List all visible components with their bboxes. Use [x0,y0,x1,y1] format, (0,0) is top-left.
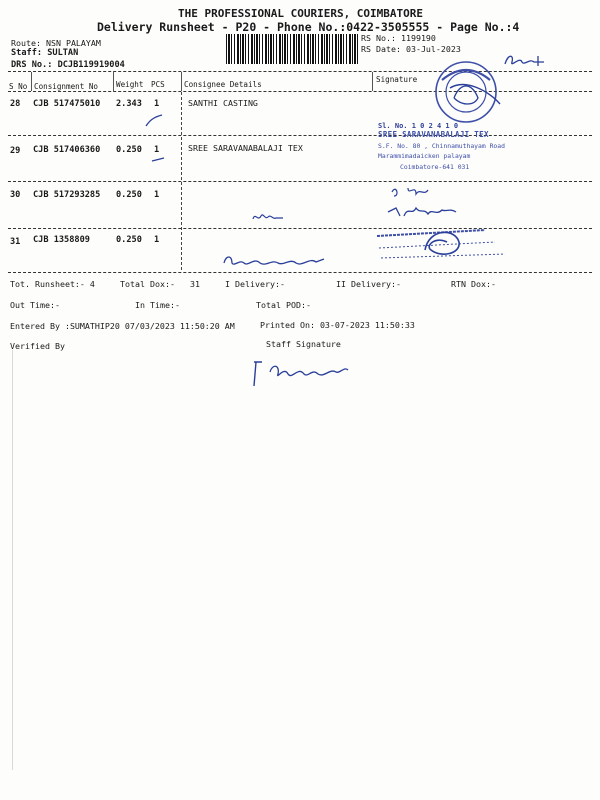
route-label: Route: NSN PALAYAM [11,38,101,48]
out-time: Out Time:- [10,300,60,310]
row-weight: 0.250 [116,235,142,245]
col-header-consignment: Consignment No [34,82,99,91]
pen-tick-mark [144,114,164,128]
staff-handwritten-signature-icon [250,358,360,390]
in-time: In Time:- [135,300,180,310]
row-consignee: SREE SARAVANABALAJI TEX [188,143,303,153]
ii-delivery: II Delivery:- [336,279,401,289]
row-consignment: CJB 517475010 [33,99,101,109]
row-pcs: 1 [154,99,160,109]
stamp-company-name: SREE SARAVANABALAJI TEX [378,130,489,139]
barcode-image [226,34,358,64]
table-bottom-rule [8,272,592,273]
col-header-pcs: PCS [151,80,165,89]
col-sep [31,72,32,91]
col-sep [181,72,182,91]
row-pcs: 1 [154,145,160,155]
i-delivery: I Delivery:- [225,279,285,289]
stamp-address-line: Marammimadaicken palayam [378,152,471,160]
runsheet-title: Delivery Runsheet - P20 - Phone No.:0422-3505555 - Page No.:4 [97,20,520,34]
row-rule [8,135,592,136]
row-pcs: 1 [154,235,160,245]
row-sno: 28 [10,99,21,109]
entered-by: Entered By :SUMATHIP20 07/03/2023 11:50:20 AM [10,321,235,331]
row-weight: 0.250 [116,190,142,200]
rs-date: RS Date: 03-Jul-2023 [361,44,461,54]
rs-number: RS No.: 1199190 [361,33,436,43]
scan-edge-line [12,350,13,770]
printed-on: Printed On: 03-07-2023 11:50:33 [260,320,415,330]
row-sno: 29 [10,146,21,156]
total-dox-label: Total Dox:- [120,279,175,289]
handwritten-signature-icon [251,210,285,224]
row-consignee: SANTHI CASTING [188,98,258,108]
col-header-signature: Signature [376,75,418,84]
total-runsheet: Tot. Runsheet:- 4 [10,279,95,289]
stamp-address-line: Coimbatore-641 031 [400,163,470,171]
drs-number: DRS No.: DCJB119919004 [11,60,125,70]
rtn-dox: RTN Dox:- [451,279,496,289]
total-pod: Total POD:- [256,300,311,310]
company-stamp-with-signature-icon [375,224,525,268]
row-pcs: 1 [154,190,160,200]
handwritten-signature-icon [220,253,330,269]
company-title: THE PROFESSIONAL COURIERS, COIMBATORE [178,7,424,20]
col-sep [372,72,373,91]
pen-tick-mark [150,154,166,164]
col-header-sno: S No [9,82,28,91]
row-consignment: CJB 1358809 [33,235,90,245]
col-header-weight: Weight [116,80,144,89]
row-consignment: CJB 517293285 [33,190,101,200]
col-header-consignee: Consignee Details [184,80,262,89]
total-dox-value: 31 [190,279,200,289]
row-sno: 30 [10,190,21,200]
staff-signature-label: Staff Signature [266,339,341,349]
stamp-serial-line: Sl. No. 1 0 2 4 1 0 [378,122,459,130]
verified-by: Verified By [10,341,65,351]
company-seal-stamp-icon [420,58,512,128]
col-sep [113,72,114,91]
staff-label: Staff: SULTAN [11,48,79,58]
row-sno: 31 [10,237,21,247]
row-weight: 0.250 [116,145,142,155]
handwritten-name-and-phone-scribble [386,182,546,222]
row-consignment: CJB 517406360 [33,145,101,155]
row-weight: 2.343 [116,99,142,109]
stamp-address-line: S.F. No. 80 , Chinnamuthayam Road [378,142,505,150]
